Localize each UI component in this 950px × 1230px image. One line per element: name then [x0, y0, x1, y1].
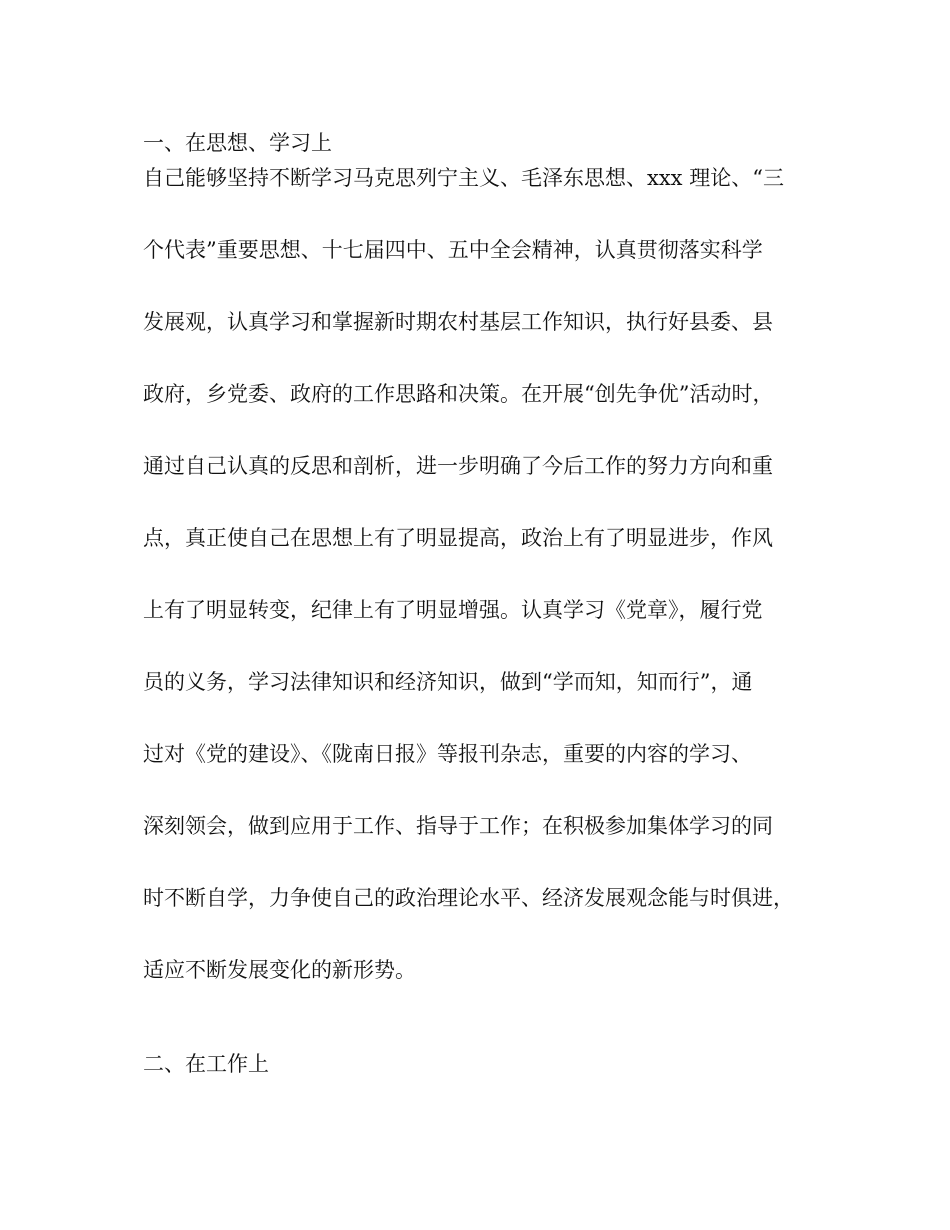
paragraph-line: 政府，乡党委、政府的工作思路和决策。在开展“创先争优”活动时，	[143, 382, 774, 406]
section-heading-work: 二、在工作上	[143, 1052, 269, 1076]
paragraph-line: 适应不断发展变化的新形势。	[143, 958, 416, 982]
paragraph-line: 发展观，认真学习和掌握新时期农村基层工作知识，执行好县委、县	[143, 310, 773, 334]
section-heading-thought-study: 一、在思想、学习上	[143, 131, 332, 155]
paragraph-line: 个代表”重要思想、十七届四中、五中全会精神，认真贯彻落实科学	[143, 238, 763, 262]
paragraph-line: 通过自己认真的反思和剖析，进一步明确了今后工作的努力方向和重	[143, 454, 773, 478]
paragraph-line: 过对《党的建设》、《陇南日报》等报刊杂志，重要的内容的学习、	[143, 742, 752, 766]
paragraph-line: 深刻领会，做到应用于工作、指导于工作；在积极参加集体学习的同	[143, 814, 773, 838]
paragraph-line: 上有了明显转变，纪律上有了明显增强。认真学习《党章》，履行党	[143, 598, 763, 622]
paragraph-line: 员的义务，学习法律知识和经济知识，做到“学而知，知而行”，通	[143, 670, 753, 694]
paragraph-line: 时不断自学，力争使自己的政治理论水平、经济发展观念能与时俱进，	[143, 886, 794, 910]
paragraph-line: 自己能够坚持不断学习马克思列宁主义、毛泽东思想、xxx 理论、“三	[143, 166, 784, 190]
section-body-thought-study	[143, 166, 823, 1030]
paragraph-line: 点，真正使自己在思想上有了明显提高，政治上有了明显进步，作风	[143, 526, 773, 550]
